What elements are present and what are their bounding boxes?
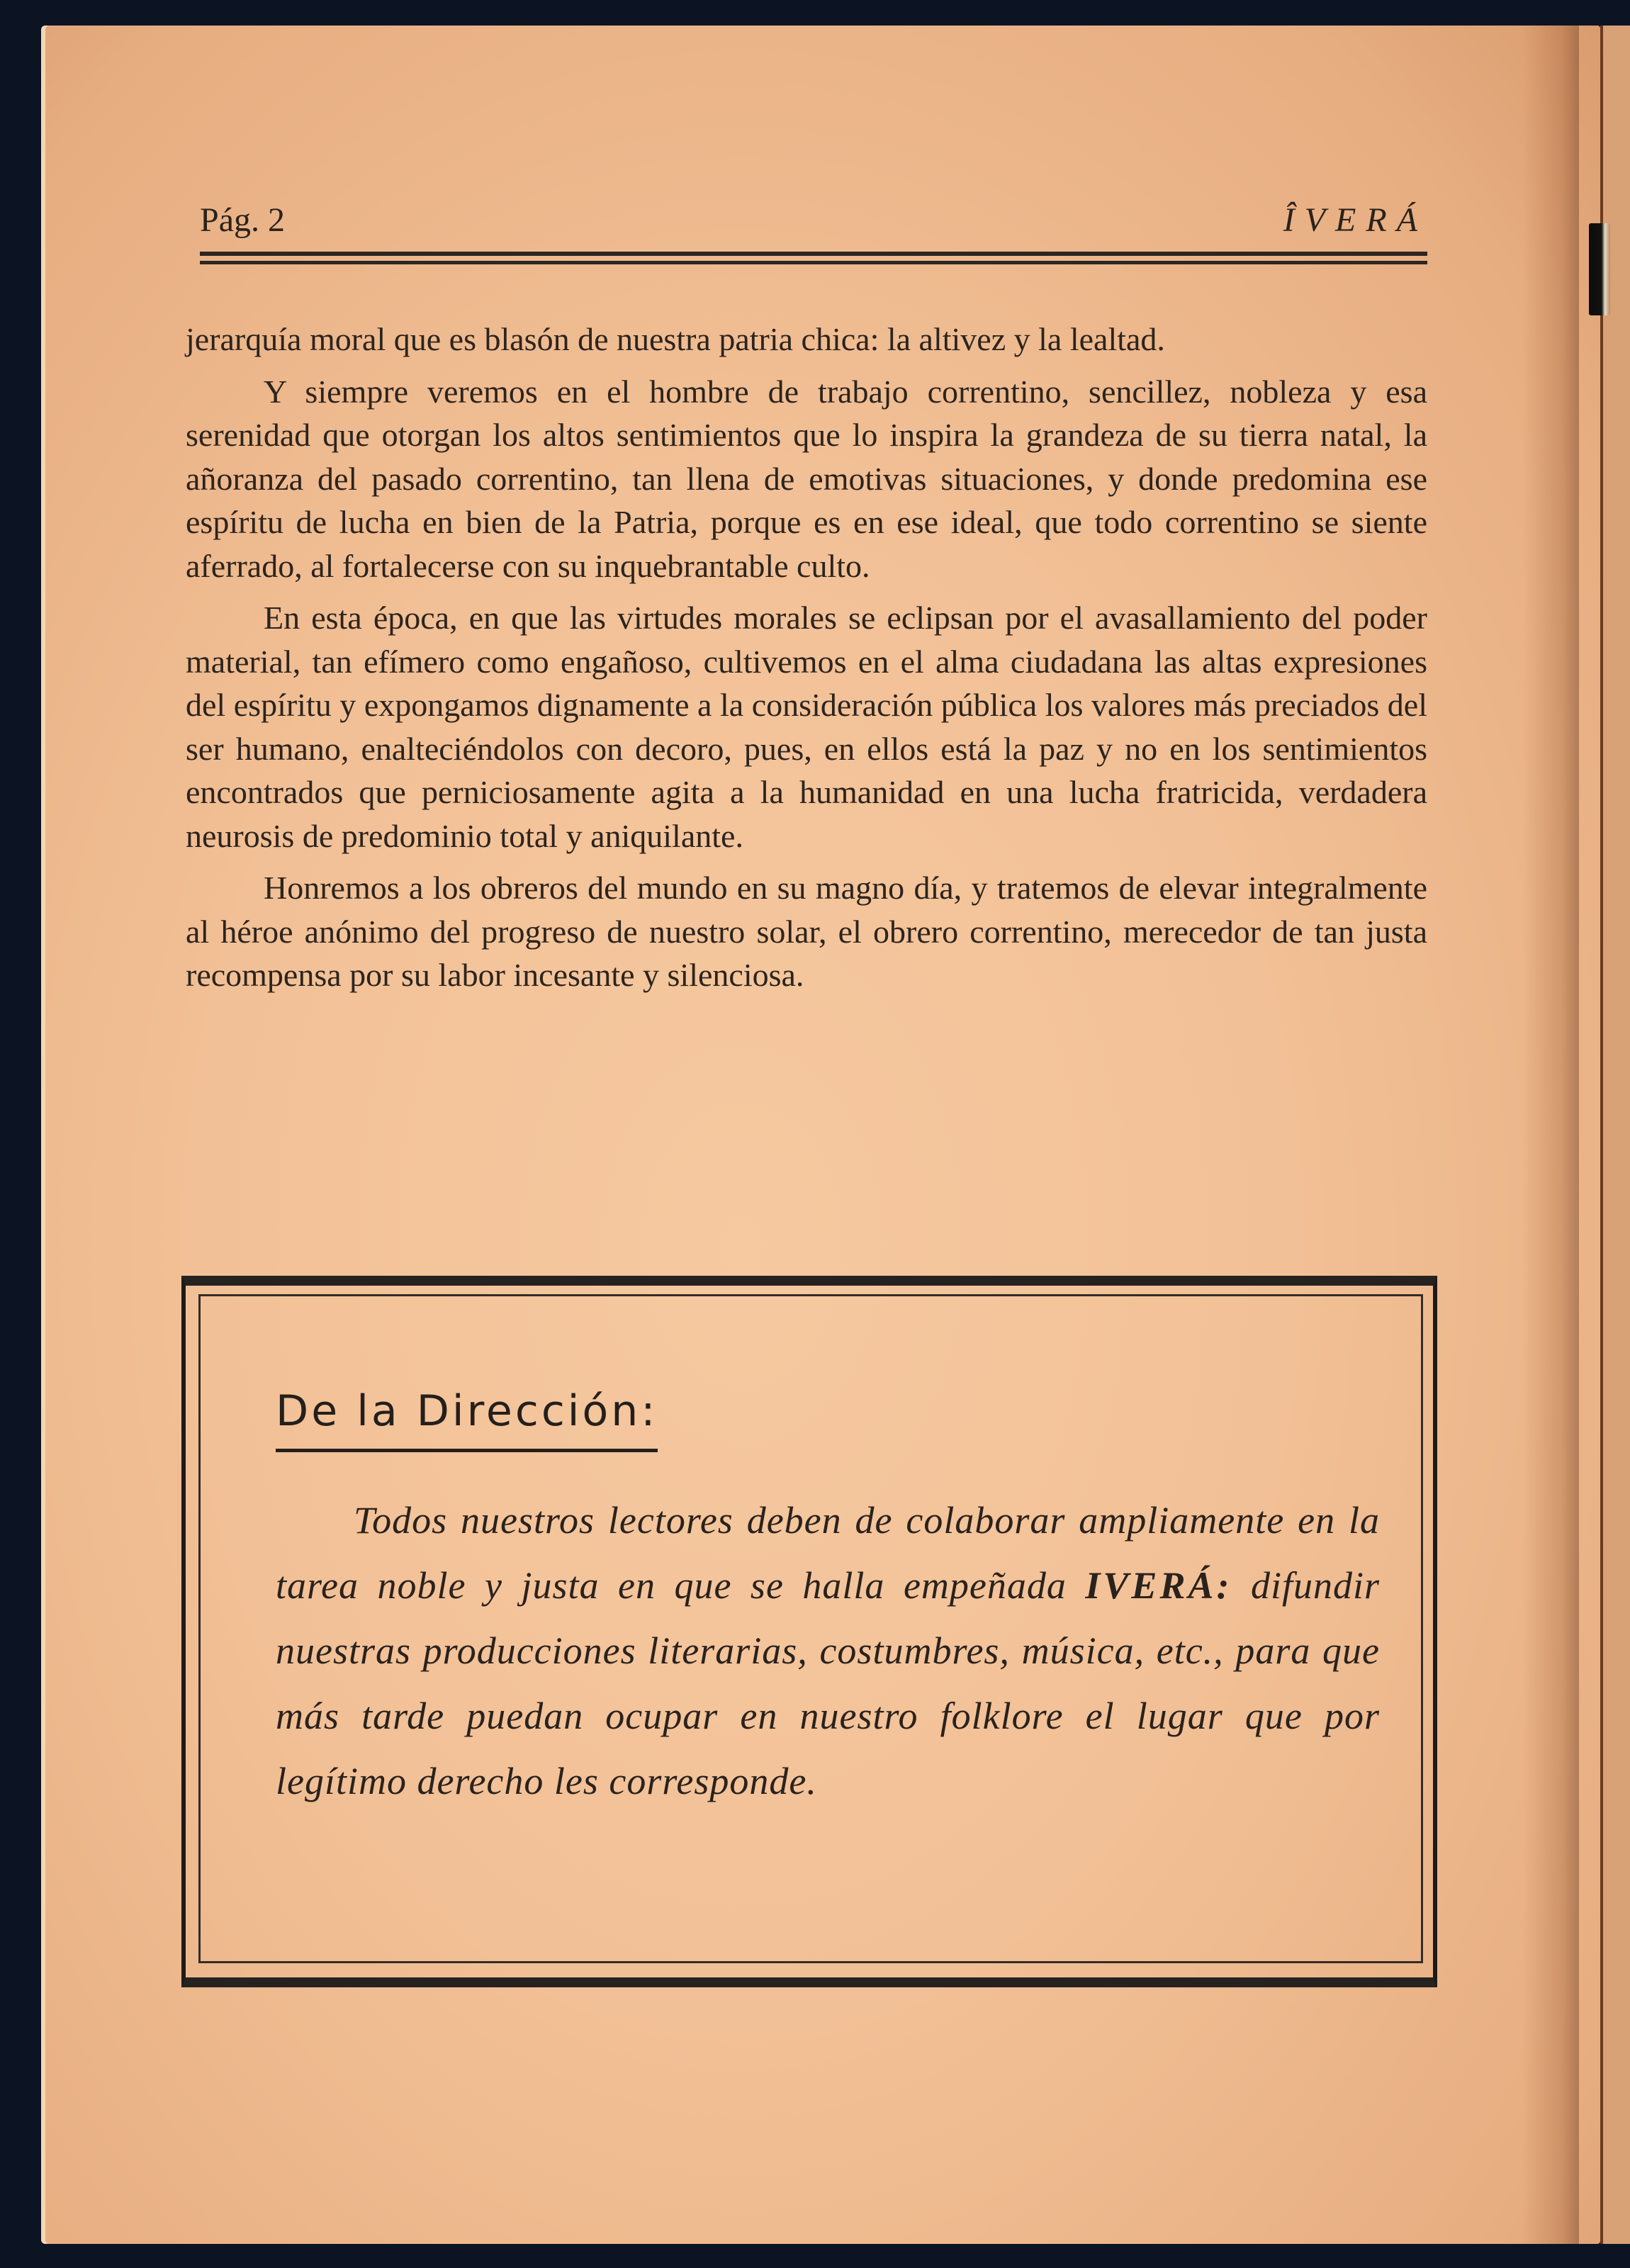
page-number: Pág. 2 [200,201,285,239]
running-header [200,201,1427,243]
paragraph: Y siempre veremos en el hombre de trabajo correntino, sencillez, nobleza y esa serenidad que otorgan los altos sentimientos que lo inspira la grandeza de su tierra natal, la añoranza del pasado correntino, tan llena de emotivas situaciones, y donde predomina ese espíritu de lucha en bien de la Patria, porque es en ese ideal, que todo correntino se siente aferrado, al fortalecerse con su inquebrantable culto. [186,373,1427,584]
header-rule-bottom [200,261,1427,264]
notice-text-before: Todos nuestros lectores deben de colaborar ampliamente en la tarea noble y justa en que se halla empeñada [276,1499,1380,1607]
header-rule-top [200,252,1427,256]
adjacent-page-edge [1603,26,1630,2244]
notice-paragraph [276,1488,1380,1814]
spine-shadow [1522,26,1579,2244]
notice-magazine-name: IVERÁ: [1085,1564,1232,1607]
paragraph: En esta época, en que las virtudes morales se eclipsan por el avasallamiento del poder material, tan efímero como engañoso, cultivemos en el alma ciudadana las altas expresiones del espíritu y expongamos dignamente a la consideración pública los valores más preciados del ser humano, enalteciéndolos con decoro, pues, en ellos está la paz y no en los sentimientos encontrados que perniciosamente agita a la humanidad en una lucha fratricida, verdadera neurosis de predominio total y aniquilante. [186,600,1427,854]
notice-heading: De la Dirección: [276,1386,658,1452]
notice-text [276,1488,1380,1814]
notice-inner-frame [198,1294,1423,1963]
editorial-notice-box [181,1276,1437,1987]
notice-text-after: difundir nuestras producciones literarias, costumbres, música, etc., para que más tarde puedan ocupar en nuestro folklore el lugar que por legítimo derecho les corresponde. [276,1564,1381,1802]
article-body [186,318,1427,1006]
staple-icon [1589,223,1610,315]
paragraph-continuation: jerarquía moral que es blasón de nuestra patria chica: la altivez y la lealtad. [186,321,1165,357]
paragraph: Honremos a los obreros del mundo en su magno día, y tratemos de elevar integralmente al héroe anónimo del progreso de nuestro solar, el obrero correntino, merecedor de tan justa recompensa por su labor incesante y silenciosa. [186,870,1427,993]
magazine-title: ÎVERÁ [1283,201,1427,239]
